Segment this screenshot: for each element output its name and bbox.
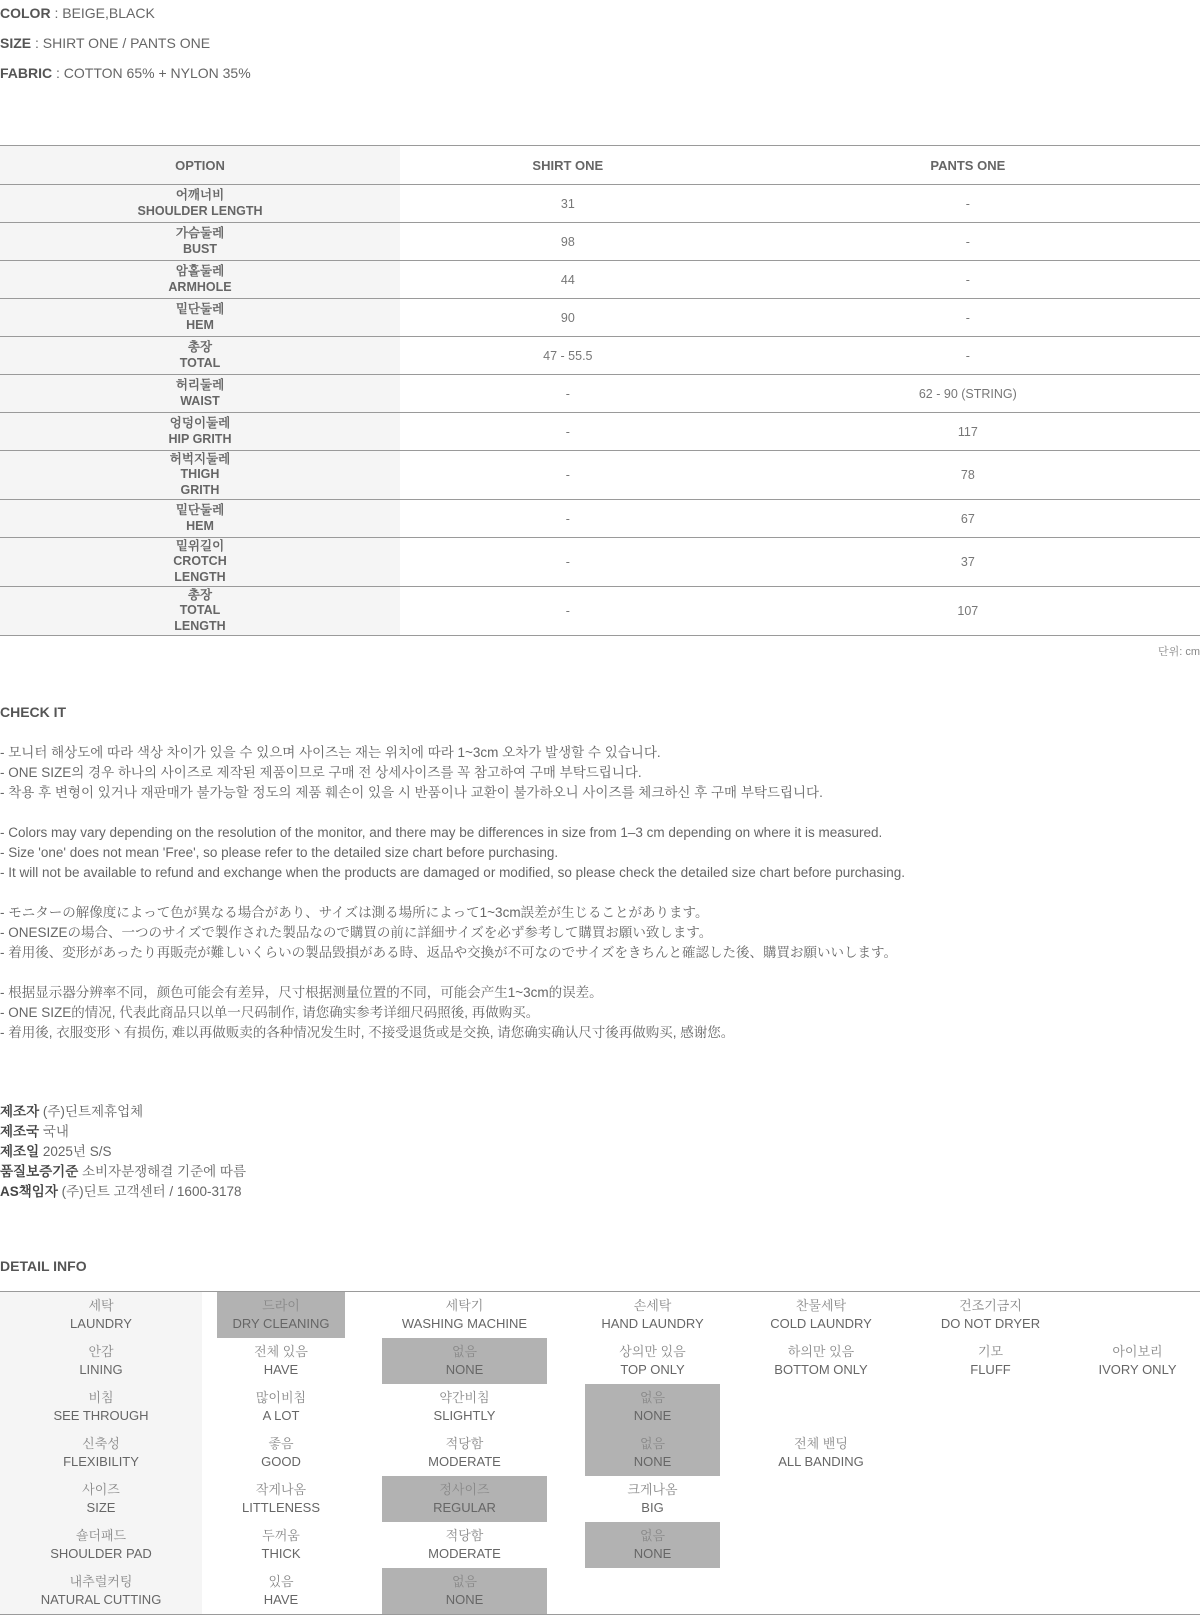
note-line: - 모니터 해상도에 따라 색상 차이가 있을 수 있으며 사이즈는 재는 위치에 따라 1~3cm 오차가 발생할 수 있습니다. <box>0 745 661 760</box>
row-label <box>0 413 400 451</box>
detail-label-en: SEE THROUGH <box>53 1408 149 1423</box>
row-label <box>0 451 400 500</box>
shirt-value: - <box>400 413 736 451</box>
option-ko: 적당함 <box>445 1528 484 1543</box>
option-en: A LOT <box>262 1408 300 1423</box>
column-header-pants: PANTS ONE <box>736 146 1200 185</box>
option-ko: 전체 있음 <box>254 1344 308 1359</box>
column-header-shirt: SHIRT ONE <box>400 146 736 185</box>
shirt-value: 90 <box>400 299 736 337</box>
maker-label: 제조일 <box>0 1144 40 1159</box>
row-label-en: LENGTH <box>174 618 226 633</box>
row-label-ko: 총장 <box>187 587 213 602</box>
detail-label-ko: 신축성 <box>82 1436 120 1451</box>
maker-value: 국내 <box>39 1124 69 1139</box>
option-ko: 드라이 <box>262 1298 300 1313</box>
note-group <box>0 983 1200 1043</box>
detail-row-label <box>0 1568 202 1614</box>
row-label <box>0 299 400 337</box>
row-label-en: GRITH <box>180 482 220 497</box>
note-line: - 根据显示器分辨率不同，颜色可能会有差异，尺寸根据测量位置的不同，可能会产生1~3cm的误差。 <box>0 985 603 1000</box>
row-label <box>0 538 400 587</box>
note-line: - It will not be available to refund and exchange when the products are damaged or modified, so please check the detailed size chart before purchasing. <box>0 865 906 880</box>
note-line: - ONE SIZE的情况, 代表此商品只以单一尺码制作, 请您确实参考详细尺码照後, 再做购买。 <box>0 1005 540 1020</box>
pants-value: - <box>736 223 1200 261</box>
row-label-en: ARMHOLE <box>168 279 232 294</box>
option-en: REGULAR <box>433 1500 496 1515</box>
option-ko: 없음 <box>639 1528 666 1543</box>
size-table-row <box>0 500 1200 538</box>
row-label-en: TOTAL <box>179 355 221 370</box>
detail-option <box>217 1476 345 1522</box>
maker-line <box>0 1122 246 1142</box>
row-label-en: BUST <box>182 241 218 256</box>
detail-row-label <box>0 1476 202 1522</box>
detail-label-ko: 숄더패드 <box>75 1528 127 1543</box>
detail-label-en: NATURAL CUTTING <box>40 1592 162 1607</box>
note-line: - モニターの解像度によって色が異なる場合があり、サイズは測る場所によって1~3cm誤差が生じることがあります。 <box>0 905 709 920</box>
row-label-en: THIGH <box>180 467 220 482</box>
option-ko: 건조기금지 <box>959 1298 1022 1313</box>
shirt-value: 31 <box>400 185 736 223</box>
detail-option-selected <box>382 1476 547 1522</box>
option-en: BOTTOM ONLY <box>774 1362 868 1377</box>
detail-option <box>1075 1338 1200 1384</box>
detail-row-label <box>0 1338 202 1384</box>
row-label-ko: 허리둘레 <box>175 378 225 392</box>
size-table-row <box>0 185 1200 223</box>
option-ko: 없음 <box>451 1574 478 1589</box>
option-ko: 없음 <box>639 1390 666 1405</box>
option-ko: 많이비침 <box>255 1390 307 1405</box>
option-ko: 손세탁 <box>633 1298 672 1313</box>
detail-option <box>217 1568 345 1614</box>
size-table-row <box>0 223 1200 261</box>
pants-value: - <box>736 261 1200 299</box>
row-label <box>0 587 400 636</box>
maker-label: 제조자 <box>0 1104 40 1119</box>
detail-option <box>382 1430 547 1476</box>
option-ko: 전체 밴딩 <box>794 1436 848 1451</box>
detail-label-ko: 안감 <box>88 1344 114 1359</box>
detail-row <box>0 1292 1200 1338</box>
row-label <box>0 337 400 375</box>
pants-value: - <box>736 337 1200 375</box>
size-table-row <box>0 299 1200 337</box>
unit-note: 단위: cm <box>1157 646 1200 658</box>
detail-label-en: FLEXIBILITY <box>63 1454 139 1469</box>
option-en: SLIGHTLY <box>433 1408 496 1423</box>
option-en: MODERATE <box>428 1454 501 1469</box>
option-ko: 약간비침 <box>439 1390 490 1405</box>
note-line: - 착용 후 변형이 있거나 재판매가 불가능할 정도의 제품 훼손이 있을 시 반품이나 교환이 불가하오니 사이즈를 체크하신 후 구매 부탁드립니다. <box>0 785 823 800</box>
detail-label-ko: 사이즈 <box>82 1482 120 1497</box>
spec-color <box>0 5 155 21</box>
maker-line <box>0 1182 246 1202</box>
spec-fabric <box>0 65 251 81</box>
option-ko: 하의만 있음 <box>787 1344 855 1359</box>
pants-value: 37 <box>736 538 1200 587</box>
detail-info-grid <box>0 1291 1200 1615</box>
option-ko: 기모 <box>977 1344 1004 1359</box>
row-label-ko: 어깨너비 <box>175 188 225 202</box>
spec-value: : SHIRT ONE / PANTS ONE <box>31 35 211 51</box>
detail-option <box>907 1338 1074 1384</box>
pants-value: 62 - 90 (STRING) <box>736 375 1200 413</box>
shirt-value: - <box>400 375 736 413</box>
check-it-notes <box>0 743 1200 1063</box>
detail-option <box>585 1338 720 1384</box>
detail-label-en: LINING <box>79 1362 123 1377</box>
row-label-en: HEM <box>186 317 214 332</box>
row-label-en: WAIST <box>180 393 220 408</box>
option-en: DRY CLEANING <box>232 1316 330 1331</box>
detail-option <box>217 1384 345 1430</box>
note-line: - ONESIZEの場合、一つのサイズで製作された製品なので購買の前に詳細サイズを必ず参考して購買お願い致します。 <box>0 925 713 940</box>
maker-value: (주)딘트제휴업체 <box>39 1104 144 1119</box>
detail-option-selected <box>585 1430 720 1476</box>
spec-label: COLOR <box>0 5 51 21</box>
detail-option-selected <box>585 1522 720 1568</box>
option-ko: 작게나옴 <box>255 1482 307 1497</box>
detail-row <box>0 1568 1200 1614</box>
option-en: NONE <box>445 1592 484 1607</box>
maker-line <box>0 1142 246 1162</box>
size-table-body <box>0 185 1200 636</box>
maker-info <box>0 1102 246 1202</box>
size-table-header <box>0 146 1200 185</box>
note-line: - Size 'one' does not mean 'Free', so please refer to the detailed size chart before purchasing. <box>0 845 559 860</box>
shirt-value: - <box>400 451 736 500</box>
option-en: IVORY ONLY <box>1098 1362 1177 1377</box>
row-label-ko: 암홀둘레 <box>175 264 225 278</box>
option-ko: 두꺼움 <box>262 1528 300 1543</box>
note-group <box>0 743 1200 803</box>
maker-line <box>0 1162 246 1182</box>
detail-option <box>217 1522 345 1568</box>
spec-value: : BEIGE,BLACK <box>50 5 155 21</box>
size-table-row <box>0 375 1200 413</box>
option-ko: 있음 <box>268 1574 294 1589</box>
spec-label: FABRIC <box>0 65 53 81</box>
row-label-ko: 밑단둘레 <box>175 302 225 316</box>
row-label <box>0 500 400 538</box>
detail-label-ko: 세탁 <box>88 1298 114 1313</box>
detail-option <box>217 1430 345 1476</box>
row-label-ko: 허벅지둘레 <box>169 451 231 466</box>
option-en: BIG <box>641 1500 664 1515</box>
option-en: HAND LAUNDRY <box>601 1316 704 1331</box>
row-label-en: HEM <box>186 518 214 533</box>
detail-label-ko: 비침 <box>88 1390 114 1405</box>
option-en: THICK <box>261 1546 301 1561</box>
option-en: NONE <box>633 1454 672 1469</box>
row-label-ko: 밑단둘레 <box>175 503 225 517</box>
row-label-ko: 가슴둘레 <box>175 226 225 240</box>
option-en: HAVE <box>263 1362 299 1377</box>
pants-value: - <box>736 185 1200 223</box>
detail-option <box>382 1522 547 1568</box>
maker-line <box>0 1102 246 1122</box>
row-label-ko: 밑위길이 <box>175 538 225 553</box>
note-group <box>0 823 1200 883</box>
option-ko: 없음 <box>639 1436 666 1451</box>
detail-row-label <box>0 1522 202 1568</box>
option-ko: 세탁기 <box>445 1298 484 1313</box>
note-group <box>0 903 1200 963</box>
detail-option-selected <box>585 1384 720 1430</box>
note-line: - 着用後, 衣服变形丶有损伤, 难以再做贩卖的各种情况发生时, 不接受退货或是交换, 请您确实确认尺寸後再做购买, 感谢您。 <box>0 1025 735 1040</box>
option-ko: 찬물세탁 <box>795 1298 847 1313</box>
detail-option <box>382 1292 547 1338</box>
option-en: WASHING MACHINE <box>401 1316 528 1331</box>
option-en: LITTLENESS <box>241 1500 321 1515</box>
option-en: DO NOT DRYER <box>940 1316 1041 1331</box>
maker-label: 품질보증기준 <box>0 1164 79 1179</box>
option-en: ALL BANDING <box>778 1454 864 1469</box>
detail-label-en: SHOULDER PAD <box>50 1546 152 1561</box>
pants-value: - <box>736 299 1200 337</box>
detail-option <box>907 1292 1074 1338</box>
option-en: TOP ONLY <box>620 1362 685 1377</box>
option-en: GOOD <box>261 1454 301 1469</box>
detail-label-en: LAUNDRY <box>70 1316 132 1331</box>
pants-value: 67 <box>736 500 1200 538</box>
option-ko: 정사이즈 <box>439 1482 490 1497</box>
option-ko: 아이보리 <box>1112 1344 1163 1359</box>
row-label-ko: 엉덩이둘레 <box>169 416 231 430</box>
option-ko: 없음 <box>451 1344 478 1359</box>
size-table-row <box>0 261 1200 299</box>
option-en: COLD LAUNDRY <box>770 1316 872 1331</box>
check-it-title: CHECK IT <box>0 704 67 720</box>
size-table-row <box>0 587 1200 636</box>
detail-option-selected <box>217 1292 345 1338</box>
detail-option <box>736 1338 906 1384</box>
column-header-option: OPTION <box>0 146 400 185</box>
option-ko: 좋음 <box>268 1436 294 1451</box>
shirt-value: - <box>400 500 736 538</box>
note-line: - Colors may vary depending on the resolution of the monitor, and there may be differences in size from 1–3 cm depending on where it is measured. <box>0 825 883 840</box>
option-en: NONE <box>445 1362 484 1377</box>
detail-option-selected <box>382 1568 547 1614</box>
size-table <box>0 145 1200 636</box>
size-table-row <box>0 538 1200 587</box>
detail-row <box>0 1338 1200 1384</box>
pants-value: 117 <box>736 413 1200 451</box>
row-label-en: HIP GRITH <box>168 431 232 446</box>
option-ko: 크게나옴 <box>627 1482 678 1497</box>
detail-option <box>736 1292 906 1338</box>
row-label <box>0 261 400 299</box>
detail-option <box>585 1292 720 1338</box>
detail-option <box>736 1430 906 1476</box>
detail-info-title: DETAIL INFO <box>0 1258 87 1274</box>
size-table-row <box>0 413 1200 451</box>
detail-row <box>0 1430 1200 1476</box>
detail-option <box>585 1476 720 1522</box>
detail-row <box>0 1522 1200 1568</box>
option-en: MODERATE <box>428 1546 501 1561</box>
detail-row <box>0 1384 1200 1430</box>
detail-row-label <box>0 1384 202 1430</box>
row-label <box>0 223 400 261</box>
pants-value: 78 <box>736 451 1200 500</box>
detail-option-selected <box>382 1338 547 1384</box>
option-en: NONE <box>633 1408 672 1423</box>
row-label <box>0 375 400 413</box>
pants-value: 107 <box>736 587 1200 636</box>
row-label <box>0 185 400 223</box>
detail-row-label <box>0 1292 202 1338</box>
detail-row-label <box>0 1430 202 1476</box>
spec-label: SIZE <box>0 35 32 51</box>
maker-value: 2025년 S/S <box>39 1144 112 1159</box>
option-en: HAVE <box>263 1592 299 1607</box>
option-en: FLUFF <box>970 1362 1011 1377</box>
size-table-row <box>0 337 1200 375</box>
row-label-ko: 총장 <box>187 340 213 354</box>
shirt-value: - <box>400 538 736 587</box>
option-ko: 상의만 있음 <box>619 1344 686 1359</box>
detail-label-en: SIZE <box>86 1500 116 1515</box>
shirt-value: 44 <box>400 261 736 299</box>
note-line: - 着用後、変形があったり再販売が難しいくらいの製品毀損がある時、返品や交換が不可なのでサイズをきちんと確認した後、購買お願いいします。 <box>0 945 897 960</box>
option-en: NONE <box>633 1546 672 1561</box>
size-table-row <box>0 451 1200 500</box>
detail-option <box>382 1384 547 1430</box>
detail-option <box>217 1338 345 1384</box>
option-ko: 적당함 <box>445 1436 484 1451</box>
spec-size <box>0 35 210 51</box>
row-label-en: TOTAL <box>179 603 221 618</box>
detail-label-ko: 내추럴커팅 <box>69 1574 133 1589</box>
maker-label: 제조국 <box>0 1124 40 1139</box>
spec-value: : COTTON 65% + NYLON 35% <box>52 65 251 81</box>
note-line: - ONE SIZE의 경우 하나의 사이즈로 제작된 제품이므로 구매 전 상세사이즈를 꼭 참고하여 구매 부탁드립니다. <box>0 765 642 780</box>
maker-value: 소비자분쟁해결 기준에 따름 <box>78 1164 246 1179</box>
row-label-en: SHOULDER LENGTH <box>137 203 263 218</box>
row-label-en: LENGTH <box>174 569 226 584</box>
maker-label: AS책임자 <box>0 1184 58 1199</box>
shirt-value: - <box>400 587 736 636</box>
detail-row <box>0 1476 1200 1522</box>
row-label-en: CROTCH <box>173 554 227 569</box>
shirt-value: 47 - 55.5 <box>400 337 736 375</box>
maker-value: (주)딘트 고객센터 / 1600-3178 <box>57 1184 242 1199</box>
shirt-value: 98 <box>400 223 736 261</box>
